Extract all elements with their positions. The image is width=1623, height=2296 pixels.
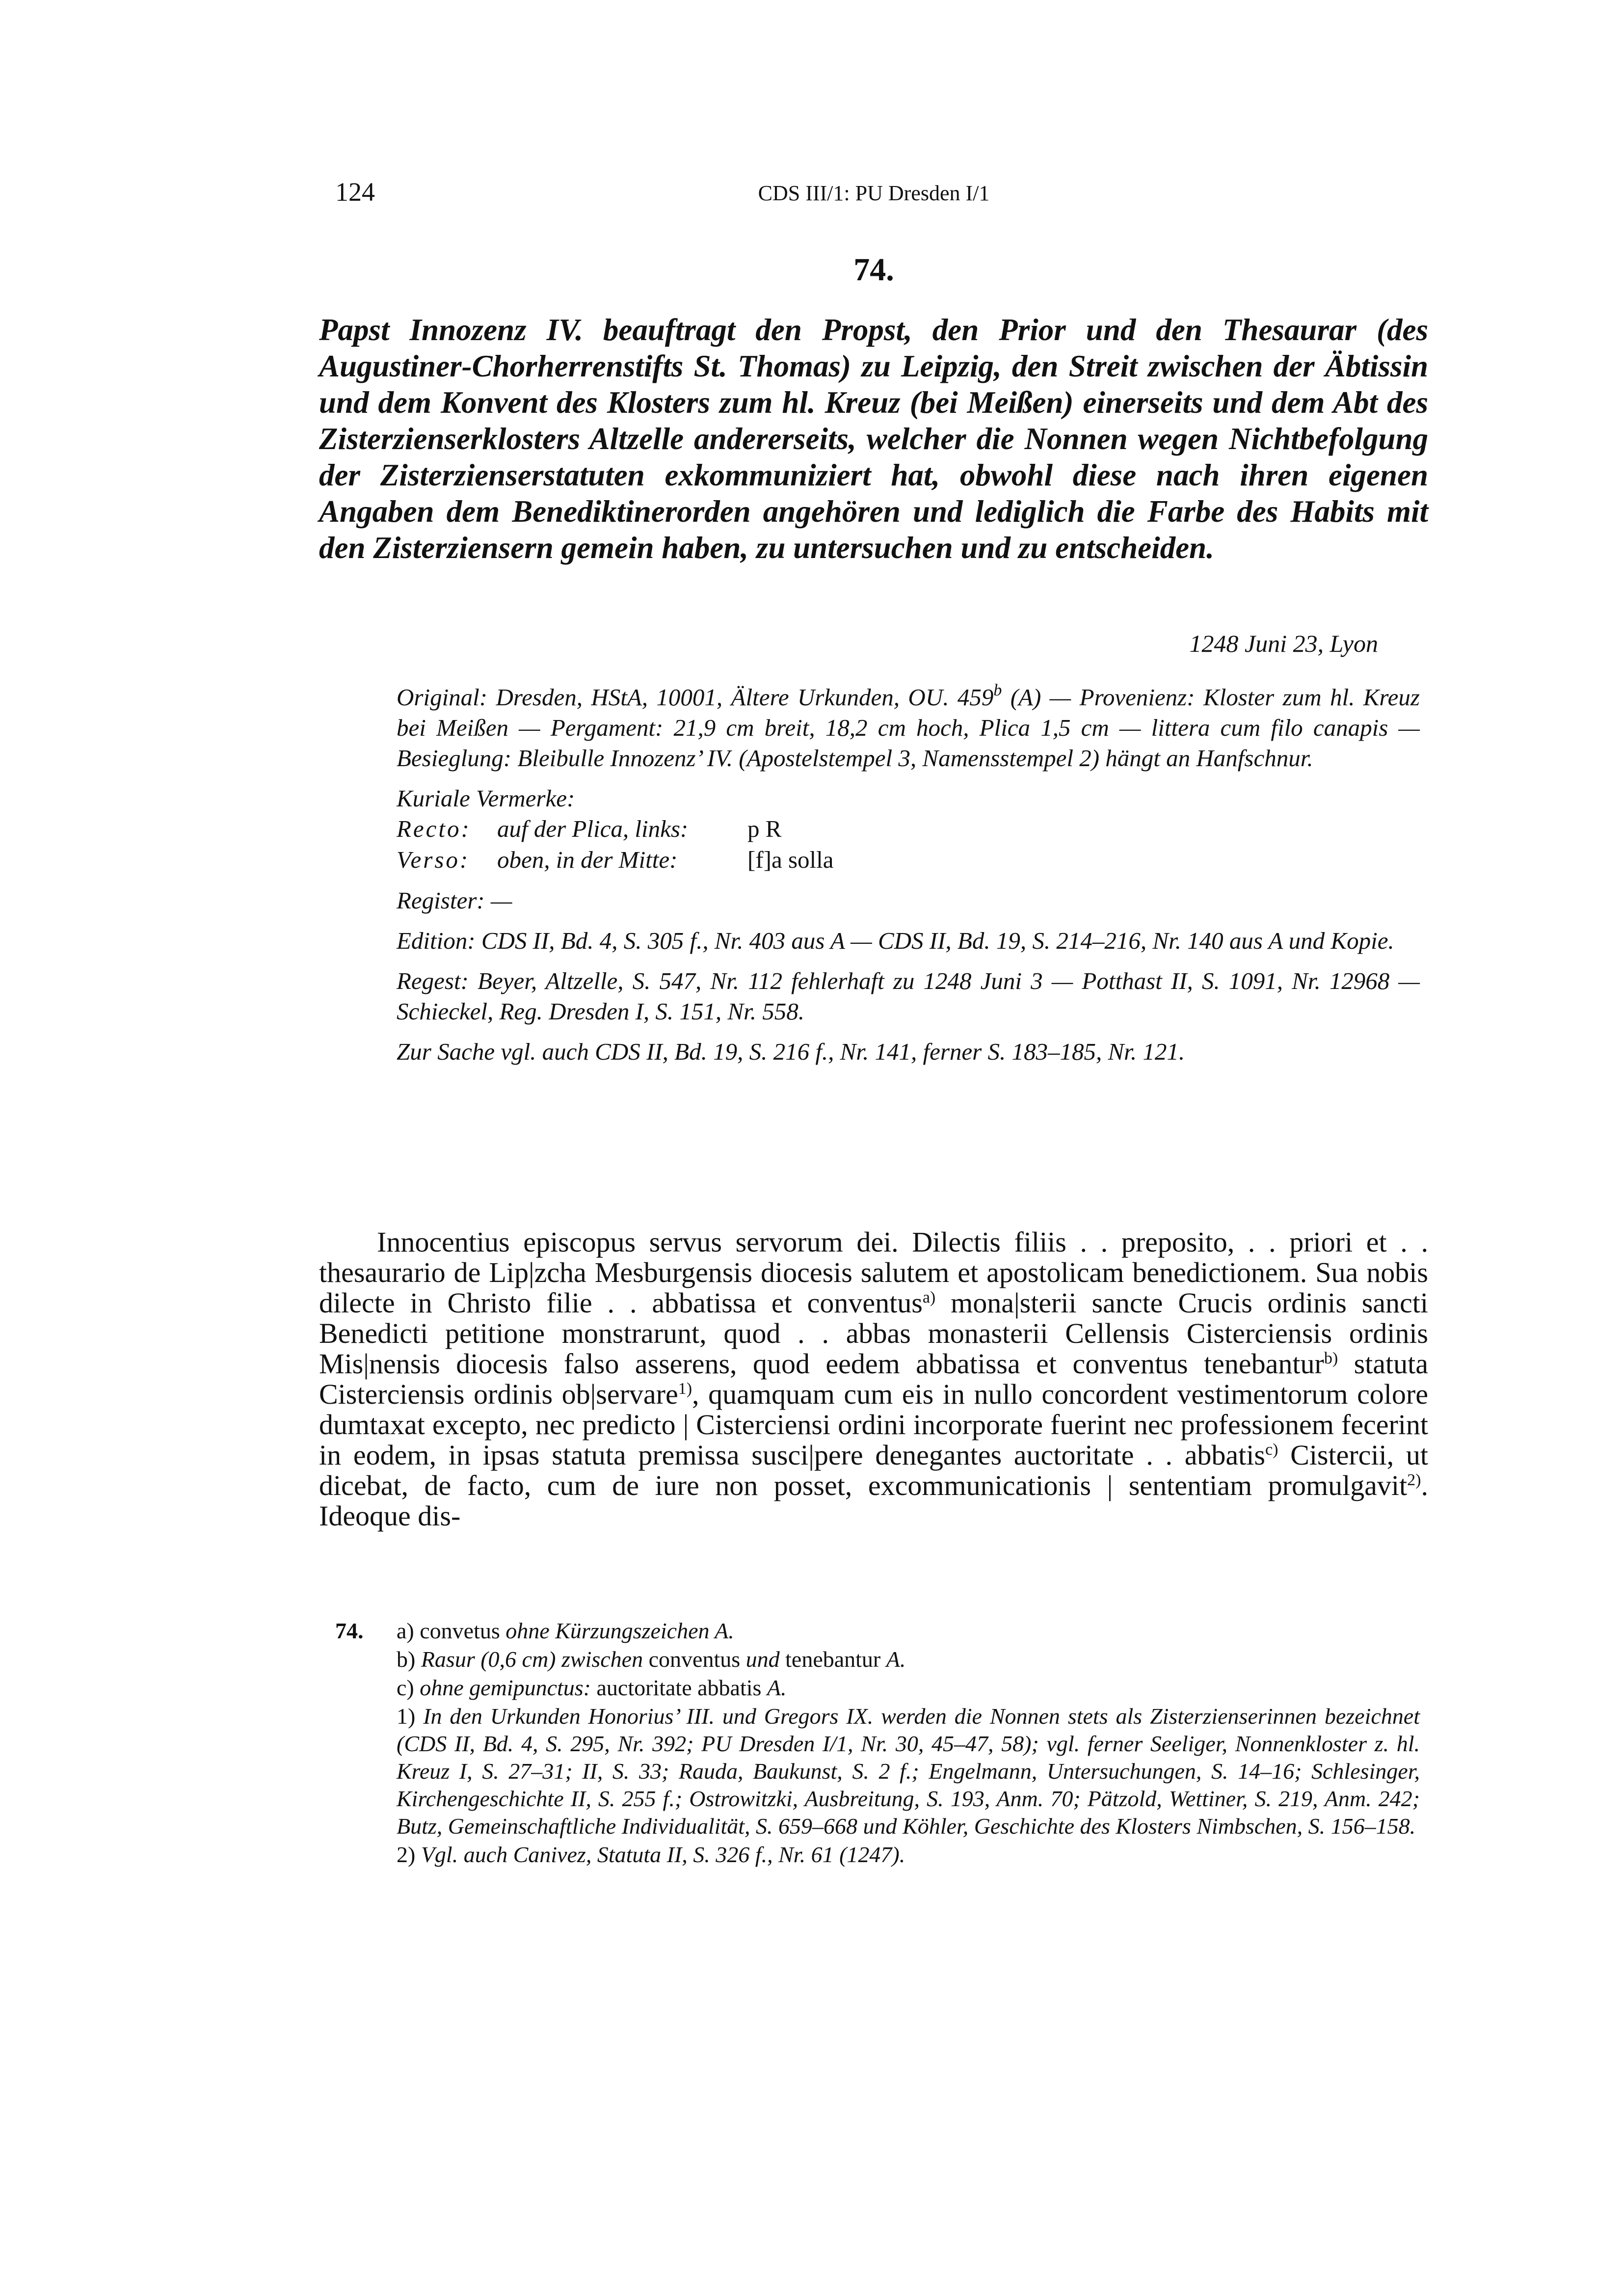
footnotes [335, 1617, 1420, 1869]
verso-value: [f]a solla [747, 846, 834, 873]
text-segment: mona|sterii sancte Crucis ordinis sancti Benedicti petitione monstrarunt, quod . . abbas monasterii Cellensis Cisterciensis ordinis Mis|nensis diocesis falso asserens, quod eedem abbatissa et conventus tenebantur [319, 1287, 1428, 1380]
footnote-text: 2) [397, 1842, 421, 1867]
edition-line: Edition: CDS II, Bd. 4, S. 305 f., Nr. 403 aus A — CDS II, Bd. 19, S. 214–216, Nr. 140 aus A und Kopie. [397, 927, 1394, 954]
critical-apparatus [397, 682, 1420, 1077]
original-superscript: b [993, 681, 1002, 699]
recto-label: Recto: [397, 815, 471, 842]
verso-row [397, 845, 1420, 876]
recto-row [397, 814, 1420, 845]
footnote-text-italic: und [745, 1647, 780, 1672]
running-head [335, 177, 1412, 211]
original-text-cont: (A) — Provenienz: Kloster zum hl. Kreuz bei Meißen — Pergament: 21,9 cm breit, 18,2 cm hoch, Plica 1,5 cm — littera cum filo canapis — Besieglung: Bleibulle Innozenz’ IV. (Apostelstempel 3, Namensstempel 2) hängt an Hanfschnur. [397, 684, 1420, 772]
verso-label: Verso: [397, 846, 470, 873]
text-segment: , quamquam cum eis in nullo concordent vestimentorum colore dumtaxat excepto, nec predicto | Cisterciensi ordini incorporate fuerint nec professionem fecerint in eodem, in ipsas statuta premissa susci|pere denegantes auctoritate . . abbatis [319, 1378, 1428, 1471]
footnote-text-italic: ohne gemipunctus: [420, 1675, 591, 1700]
footnote-marker: b) [1324, 1349, 1338, 1367]
footnote-1 [335, 1703, 1420, 1840]
page-number: 124 [335, 177, 375, 207]
original-description [397, 682, 1420, 774]
footnote-text: tenebantur [779, 1647, 886, 1672]
footnote-text-italic: Vgl. auch Canivez, Statuta II, S. 326 f., Nr. 61 (1247). [421, 1842, 905, 1867]
recto-value: p R [747, 815, 782, 842]
footnote-text: 1) [397, 1704, 424, 1729]
footnote-a [335, 1617, 1420, 1645]
footnote-marker: 2) [1407, 1471, 1421, 1489]
footnote-c [335, 1674, 1420, 1702]
register-line: Register: — [397, 887, 512, 914]
zur-sache-line: Zur Sache vgl. auch CDS II, Bd. 19, S. 216 f., Nr. 141, ferner S. 183–185, Nr. 121. [397, 1038, 1185, 1065]
text-segment: statuta Cisterciensis ordinis ob|servare [319, 1348, 1428, 1410]
footnote-text-italic: In den Urkunden Honorius’ III. und Gregors IX. werden die Nonnen stets als Zisterzienserinnen bezeichnet (CDS II, Bd. 4, S. 295, Nr. 392; PU Dresden I/1, Nr. 30, 45–47, 58); vgl. ferner Seeliger, Nonnenkloster z. hl. Kreuz I, S. 27–31; II, S. 33; Rauda, Baukunst, S. 2 f.; Engelmann, Untersuchungen, S. 14–16; Schlesinger, Kirchengeschichte II, S. 255 f.; Ostrowitzki, Ausbreitung, S. 193, Anm. 70; Pätzold, Wettiner, S. 219, Anm. 242; Butz, Gemeinschaftliche Individualität, S. 659–668 und Köhler, Geschichte des Klosters Nimbschen, S. 156–158. [397, 1704, 1420, 1839]
kuriale-vermerke [397, 783, 1420, 876]
kuriale-heading: Kuriale Vermerke: [397, 785, 575, 812]
footnote-marker: c) [1265, 1441, 1278, 1459]
text-segment: . Ideoque dis- [319, 1469, 1428, 1532]
original-text: Original: Dresden, HStA, 10001, Ältere Urkunden, OU. 459 [397, 684, 994, 711]
footnote-2 [335, 1841, 1420, 1869]
verso-position: oben, in der Mitte: [497, 846, 678, 873]
document-number: 74. [853, 252, 894, 288]
text-segment: Innocentius episcopus servus servorum dei. Dilectis filiis . . preposito, . . priori et . . thesaurario de Lip|zcha Mesburgensis diocesis salutem et apostolicam benedictionem. Sua nobis dilecte in Christo filie . . abbatissa et conventus [319, 1226, 1428, 1319]
footnote-text-italic: A. [886, 1647, 906, 1672]
charter-text [319, 1227, 1428, 1531]
footnote-text: conventus [643, 1647, 746, 1672]
regest-heading: Papst Innozenz IV. beauftragt den Propst, den Prior und den Thesaurar (des Augustiner-Chorherrenstifts St. Thomas) zu Leipzig, den Streit zwischen der Äbtissin und dem Konvent des Klosters zum hl. Kreuz (bei Meißen) einerseits und dem Abt des Zisterzienserklosters Altzelle andererseits, welcher die Nonnen wegen Nichtbefolgung der Zisterzienserstatuten exkommuniziert hat, obwohl diese nach ihren eigenen Angaben dem Benediktinerorden angehören und lediglich die Farbe des Habits mit den Zisterziensern gemein haben, zu untersuchen und zu entscheiden. [319, 313, 1428, 565]
dateline: 1248 Juni 23, Lyon [1189, 630, 1378, 657]
footnote-text: a) convetus [397, 1618, 506, 1643]
footnote-text: c) [397, 1675, 420, 1700]
footnote-text-italic: ohne Kürzungszeichen A. [506, 1618, 734, 1643]
footnote-marker: a) [922, 1288, 936, 1307]
running-title: CDS III/1: PU Dresden I/1 [758, 181, 990, 205]
footnote-number: 74. [335, 1618, 364, 1643]
footnote-text-italic: Rasur (0,6 cm) zwischen [421, 1647, 643, 1672]
footnote-text: auctoritate abbatis [591, 1675, 767, 1700]
footnote-marker: 1) [678, 1380, 692, 1398]
footnote-text: b) [397, 1647, 421, 1672]
footnote-text-italic: A. [767, 1675, 787, 1700]
footnote-b [335, 1646, 1420, 1673]
recto-position: auf der Plica, links: [497, 815, 689, 842]
text-segment: Cistercii, ut dicebat, de facto, cum de iure non posset, excommunicationis | sententiam promulgavit [319, 1439, 1428, 1501]
regest-references: Regest: Beyer, Altzelle, S. 547, Nr. 112 fehlerhaft zu 1248 Juni 3 — Potthast II, S. 1091, Nr. 12968 — Schieckel, Reg. Dresden I, S. 151, Nr. 558. [397, 967, 1420, 1025]
